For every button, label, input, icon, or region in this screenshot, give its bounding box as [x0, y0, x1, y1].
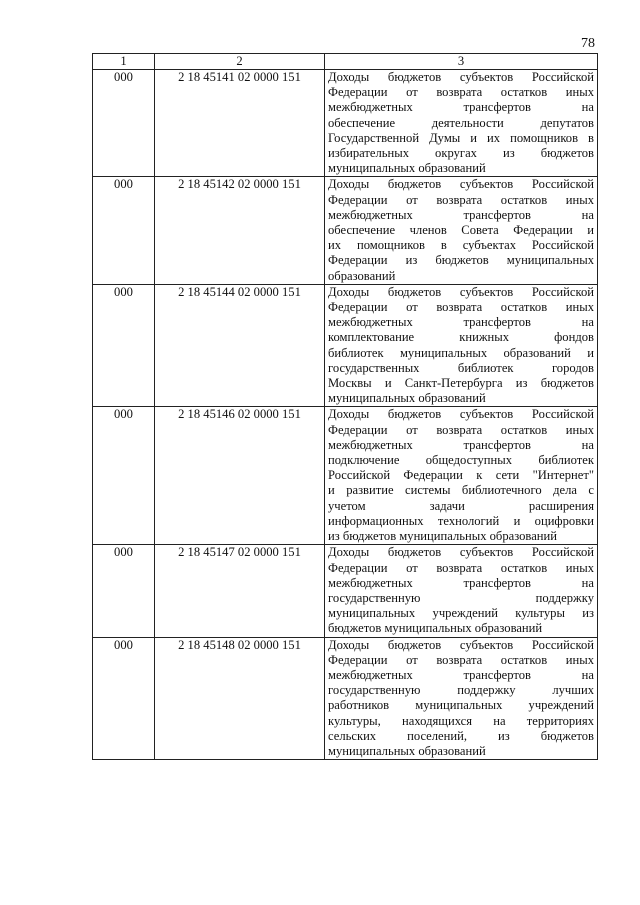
- description-line: Москвы и Санкт-Петербурга из бюджетов: [328, 376, 594, 391]
- description-line: межбюджетных трансфертов на: [328, 437, 594, 452]
- table-row: [93, 545, 598, 637]
- description-line: межбюджетных трансфертов на: [328, 315, 594, 330]
- description-line: государственную поддержку: [328, 590, 594, 605]
- admin-code-cell: 000: [93, 407, 155, 545]
- description-line: Российской Федерации к сети "Интернет": [328, 468, 594, 483]
- description-line: работников муниципальных учреждений: [328, 698, 594, 713]
- admin-code-cell: 000: [93, 284, 155, 407]
- description-line: Федерации от возврата остатков иных: [328, 560, 594, 575]
- description-line: межбюджетных трансфертов на: [328, 667, 594, 682]
- description-line: Государственной Думы и их помощников в: [328, 130, 594, 145]
- description-line: муниципальных учреждений культуры из: [328, 606, 594, 621]
- table-row: [93, 70, 598, 177]
- description-line: подключение общедоступных библиотек: [328, 453, 594, 468]
- budget-revenue-table: [92, 53, 598, 760]
- table-row: [93, 284, 598, 407]
- description-cell: [325, 407, 598, 545]
- classification-code-cell: 2 18 45141 02 0000 151: [155, 70, 325, 177]
- admin-code-cell: 000: [93, 177, 155, 284]
- description-line: комплектование книжных фондов: [328, 330, 594, 345]
- description-cell: [325, 545, 598, 637]
- description-line: сельских поселений, из бюджетов: [328, 728, 594, 743]
- description-line: муниципальных образований: [328, 391, 486, 406]
- description-line: их помощников в субъектах Российской: [328, 238, 594, 253]
- description-line: Доходы бюджетов субъектов Российской: [328, 284, 594, 299]
- description-line: Федерации от возврата остатков иных: [328, 300, 594, 315]
- description-line: Федерации от возврата остатков иных: [328, 422, 594, 437]
- description-line: учетом задачи расширения: [328, 498, 594, 513]
- description-cell: [325, 637, 598, 760]
- description-line: Доходы бюджетов субъектов Российской: [328, 70, 594, 84]
- admin-code-cell: 000: [93, 545, 155, 637]
- description-cell: [325, 177, 598, 284]
- admin-code-cell: 000: [93, 637, 155, 760]
- classification-code-cell: 2 18 45147 02 0000 151: [155, 545, 325, 637]
- table-body: [93, 70, 598, 760]
- description-line: муниципальных образований: [328, 743, 486, 758]
- description-line: Федерации от возврата остатков иных: [328, 85, 594, 100]
- table-row: [93, 177, 598, 284]
- description-line: библиотек муниципальных образований и: [328, 345, 594, 360]
- description-line: культуры, находящихся на территориях: [328, 713, 594, 728]
- description-line: государственных библиотек городов: [328, 360, 594, 375]
- description-line: межбюджетных трансфертов на: [328, 100, 594, 115]
- description-line: муниципальных образований: [328, 161, 486, 176]
- description-line: Федерации из бюджетов муниципальных: [328, 253, 594, 268]
- description-line: межбюджетных трансфертов на: [328, 575, 594, 590]
- classification-code-cell: 2 18 45148 02 0000 151: [155, 637, 325, 760]
- description-cell: [325, 70, 598, 177]
- description-line: государственную поддержку лучших: [328, 683, 594, 698]
- column-header-3: 3: [325, 54, 598, 70]
- admin-code-cell: 000: [93, 70, 155, 177]
- description-line: Доходы бюджетов субъектов Российской: [328, 545, 594, 560]
- description-line: Доходы бюджетов субъектов Российской: [328, 407, 594, 422]
- header-row: [93, 54, 598, 70]
- description-line: Федерации от возврата остатков иных: [328, 652, 594, 667]
- description-line: и развитие системы библиотечного дела с: [328, 483, 594, 498]
- page-number: 78: [581, 36, 595, 51]
- description-line: из бюджетов муниципальных образований: [328, 529, 558, 544]
- description-line: информационных технологий и оцифровки: [328, 513, 594, 528]
- description-line: обеспечение деятельности депутатов: [328, 115, 594, 130]
- classification-code-cell: 2 18 45144 02 0000 151: [155, 284, 325, 407]
- table-row: [93, 407, 598, 545]
- description-line: Федерации от возврата остатков иных: [328, 192, 594, 207]
- description-line: Доходы бюджетов субъектов Российской: [328, 637, 594, 652]
- description-line: избирательных округах из бюджетов: [328, 146, 594, 161]
- description-line: межбюджетных трансфертов на: [328, 207, 594, 222]
- classification-code-cell: 2 18 45142 02 0000 151: [155, 177, 325, 284]
- description-line: обеспечение членов Совета Федерации и: [328, 223, 594, 238]
- description-line: бюджетов муниципальных образований: [328, 621, 543, 636]
- table-row: [93, 637, 598, 760]
- column-header-2: 2: [155, 54, 325, 70]
- description-line: образований: [328, 268, 396, 283]
- column-header-1: 1: [93, 54, 155, 70]
- classification-code-cell: 2 18 45146 02 0000 151: [155, 407, 325, 545]
- description-line: Доходы бюджетов субъектов Российской: [328, 177, 594, 192]
- description-cell: [325, 284, 598, 407]
